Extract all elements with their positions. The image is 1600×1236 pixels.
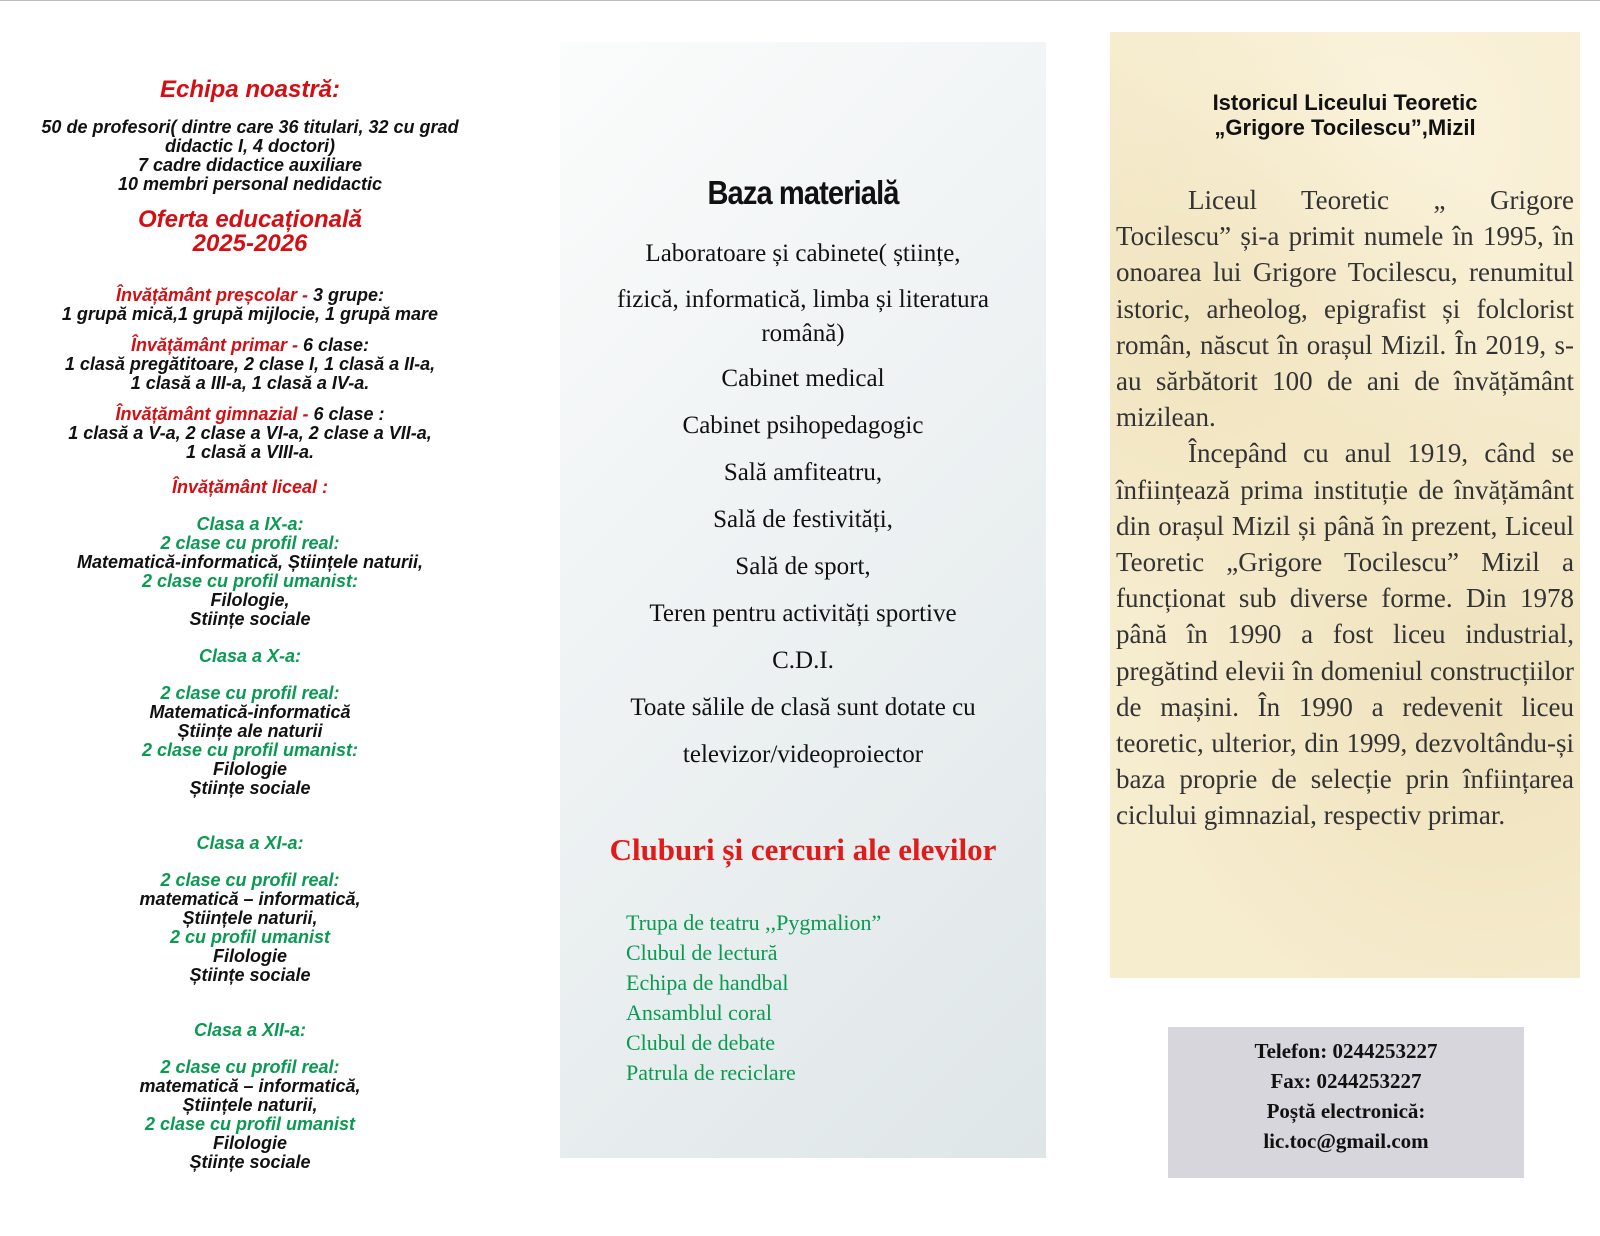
grade11-real-detail: matematică – informatică, xyxy=(139,889,361,909)
history-paragraph: Liceul Teoretic „ Grigore Tocilescu” și-a primit numele în 1995, în onoarea lui Grigore Tocilescu, renumitul istoric, arheolog, epigrafist și folclorist român, născut în orașul Mizil. În 2019, s-au sărbătorit 100 de ani de învățământ mizilean. xyxy=(1116,185,1574,433)
history-panel xyxy=(1110,32,1580,978)
contact-fax: Fax: 0244253227 xyxy=(1270,1069,1422,1093)
grade11-human-detail: Științe sociale xyxy=(189,965,311,985)
grade12-human-detail: Științe sociale xyxy=(189,1152,311,1172)
facilities-title: Baza materială xyxy=(707,174,899,211)
gymnasium-detail: 1 clasă a V-a, 2 clase a VI-a, 2 clase a VII-a, xyxy=(68,423,432,443)
club-item: Ansamblul coral xyxy=(626,1000,773,1025)
top-border xyxy=(0,0,1600,1)
primary-detail: 1 clasă pregătitoare, 2 clase I, 1 clasă a II-a, xyxy=(64,354,436,374)
highschool-label: Învățământ liceal : xyxy=(171,477,329,497)
preschool-heading xyxy=(10,286,490,305)
grade10-real-detail: Științe ale naturii xyxy=(177,721,323,741)
facility-item: Laboratoare și cabinete( științe, xyxy=(645,240,961,267)
team-line: 10 membri personal nedidactic xyxy=(117,174,383,194)
facility-item: Sală de festivități, xyxy=(713,506,893,533)
gymnasium-label: Învățământ gimnazial - xyxy=(115,404,314,424)
grade12-real: 2 clase cu profil real: xyxy=(160,1057,340,1077)
contact-email-label: Poștă electronică: xyxy=(1266,1099,1426,1123)
grade9-real-detail: Matematică-informatică, Științele naturii, xyxy=(76,552,424,572)
facility-item: Sală de sport, xyxy=(735,553,871,580)
offer-title: Oferta educațională xyxy=(137,206,363,233)
team-line: 50 de profesori( dintre care 36 titulari, 32 cu grad xyxy=(41,117,459,137)
primary-count: 6 clase: xyxy=(302,335,370,355)
left-column xyxy=(10,78,490,1172)
contact-email: lic.toc@gmail.com xyxy=(1263,1129,1429,1153)
club-item: Clubul de lectură xyxy=(626,940,778,965)
preschool-detail: 1 grupă mică,1 grupă mijlocie, 1 grupă mare xyxy=(61,304,439,324)
grade12-title: Clasa a XII-a: xyxy=(193,1020,307,1040)
facility-item: Cabinet psihopedagogic xyxy=(682,412,924,439)
team-title: Echipa noastră: xyxy=(159,76,341,103)
grade12-real-detail: Științele naturii, xyxy=(182,1095,318,1115)
primary-heading xyxy=(10,336,490,355)
grade10-title: Clasa a X-a: xyxy=(198,646,302,666)
grade9-human: 2 clase cu profil umanist: xyxy=(141,571,359,591)
facility-item: Sală amfiteatru, xyxy=(723,459,883,486)
facility-item: Cabinet medical xyxy=(721,365,885,392)
contact-phone: Telefon: 0244253227 xyxy=(1254,1039,1438,1063)
grade10-human-detail: Filologie xyxy=(213,759,287,779)
primary-detail: 1 clasă a III-a, 1 clasă a IV-a. xyxy=(130,373,370,393)
grade11-real-detail: Științele naturii, xyxy=(182,908,318,928)
preschool-label: Învățământ preșcolar - xyxy=(115,285,314,305)
grade10-real-detail: Matematică-informatică xyxy=(149,702,351,722)
grade12-human-detail: Filologie xyxy=(213,1133,287,1153)
club-item: Trupa de teatru ,,Pygmalion” xyxy=(626,910,882,935)
grade11-title: Clasa a XI-a: xyxy=(196,833,304,853)
clubs-title: Cluburi și cercuri ale elevilor xyxy=(609,832,997,867)
grade12-real-detail: matematică – informatică, xyxy=(139,1076,361,1096)
facility-item: Teren pentru activități sportive xyxy=(649,600,957,627)
history-paragraph: Începând cu anul 1919, când se înființează prima instituție de învățământ din orașul Mizil și până în prezent, Liceul Teoretic „Grigore Tocilescu” Mizil a funcționat sub diverse forme. Din 1978 până în 1990 a fost liceu industrial, pregătind elevii în domeniul construcțiilor de mașini. În 1990 a redevenit liceu teoretic, ulterior, din 1999, dezvoltându-și baza proprie de selecție prin înființarea ciclului gimnazial, respectiv primar. xyxy=(1116,438,1574,831)
gymnasium-detail: 1 clasă a VIII-a. xyxy=(185,442,315,462)
grade9-human-detail: Filologie, xyxy=(210,590,290,610)
grade11-real: 2 clase cu profil real: xyxy=(160,870,340,890)
history-title-line: Istoricul Liceului Teoretic xyxy=(1212,90,1478,115)
grade10-human-detail: Științe sociale xyxy=(189,778,311,798)
history-title-line: „Grigore Tocilescu”,Mizil xyxy=(1214,115,1476,140)
facilities-list xyxy=(574,230,1032,778)
club-item: Patrula de reciclare xyxy=(626,1060,796,1085)
primary-label: Învățământ primar - xyxy=(130,335,303,355)
gymnasium-count: 6 clase : xyxy=(313,404,385,424)
history-body xyxy=(1116,182,1574,834)
grade9-human-detail: Stiințe sociale xyxy=(189,609,311,629)
history-title xyxy=(1110,90,1580,140)
team-line: 7 cadre didactice auxiliare xyxy=(137,155,363,175)
contact-box xyxy=(1168,1027,1524,1178)
preschool-count: 3 grupe: xyxy=(313,285,385,305)
grade9-title: Clasa a IX-a: xyxy=(196,514,304,534)
grade10-human: 2 clase cu profil umanist: xyxy=(141,740,359,760)
facility-item: fizică, informatică, limba și literatura română) xyxy=(616,286,990,347)
grade12-human: 2 clase cu profil umanist xyxy=(144,1114,356,1134)
grade11-human: 2 cu profil umanist xyxy=(169,927,331,947)
middle-panel xyxy=(560,42,1046,1158)
facility-item: C.D.I. xyxy=(772,647,834,674)
grade10-real: 2 clase cu profil real: xyxy=(160,683,340,703)
grade11-human-detail: Filologie xyxy=(213,946,287,966)
offer-year: 2025-2026 xyxy=(192,230,308,257)
facility-item: televizor/videoproiector xyxy=(682,741,924,768)
team-line: didactic I, 4 doctori) xyxy=(164,136,336,156)
gymnasium-heading xyxy=(10,405,490,424)
club-item: Clubul de debate xyxy=(626,1030,776,1055)
facility-item: Toate sălile de clasă sunt dotate cu xyxy=(630,694,976,721)
grade9-real: 2 clase cu profil real: xyxy=(160,533,340,553)
club-item: Echipa de handbal xyxy=(626,970,789,995)
clubs-list xyxy=(626,908,881,1088)
